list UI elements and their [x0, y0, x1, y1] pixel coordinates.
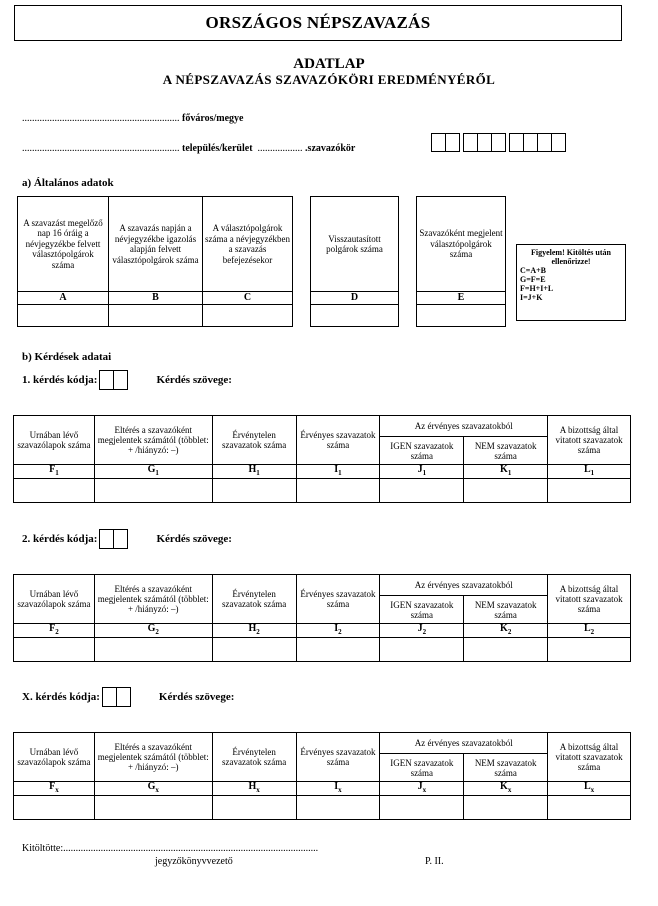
column-letter: $L_x$ [548, 782, 631, 796]
col-e-letter: E [416, 291, 506, 305]
county-line[interactable] [22, 113, 243, 124]
column-letter: $J_x$ [380, 782, 464, 796]
col-d-header: Visszautasított polgárok száma [310, 196, 399, 292]
value-input[interactable] [380, 796, 464, 820]
value-input[interactable] [212, 796, 296, 820]
elteres-header: Eltérés a szavazóként megjelentek számától (többlet: + /hiányzó: –) [94, 733, 212, 782]
district-dots: .................. [257, 143, 303, 154]
check-line: I=J+K [520, 293, 543, 302]
nem-header: NEM szavazatok száma [464, 437, 548, 465]
check-notice [516, 244, 626, 321]
column-letter: $K_1$ [464, 465, 548, 479]
filled-by-line[interactable] [22, 843, 318, 854]
role-label: jegyzőkönyvvezető [155, 856, 233, 867]
value-input[interactable] [464, 479, 548, 503]
question-2-code-row [22, 529, 232, 549]
value-input[interactable] [296, 796, 380, 820]
valid-group-header: Az érvényes szavazatokból [380, 575, 548, 596]
settlement-dots: ............................................................... [22, 143, 180, 154]
district-code-boxes[interactable] [432, 133, 570, 152]
question-1-table [13, 415, 631, 503]
valid-group-header: Az érvényes szavazatokból [380, 416, 548, 437]
ervenytelen-header: Érvénytelen szavazatok száma [212, 416, 296, 465]
column-letter: $K_x$ [464, 782, 548, 796]
col-b-letter: B [108, 291, 203, 305]
section-b-heading: b) Kérdések adatai [22, 351, 112, 363]
question-code-boxes[interactable] [100, 529, 128, 549]
valid-group-header: Az érvényes szavazatokból [380, 733, 548, 754]
value-input[interactable] [464, 638, 548, 662]
urna-header: Urnában lévő szavazólapok száma [14, 733, 95, 782]
filled-by-label: Kitöltötte: [22, 843, 64, 854]
question-code-boxes[interactable] [103, 687, 131, 707]
question-text-label: Kérdés szövege: [156, 374, 232, 386]
value-input[interactable] [94, 479, 212, 503]
question-code-label: 1. kérdés kódja: [22, 374, 98, 386]
elteres-header: Eltérés a szavazóként megjelentek számától (többlet: + /hiányzó: –) [94, 575, 212, 624]
value-input[interactable] [212, 479, 296, 503]
col-d-letter: D [310, 291, 399, 305]
value-input[interactable] [548, 479, 631, 503]
value-input[interactable] [464, 796, 548, 820]
value-input[interactable] [380, 638, 464, 662]
question-3-table [13, 732, 631, 820]
settlement-line[interactable] [22, 143, 355, 154]
question-code-label: X. kérdés kódja: [22, 691, 100, 703]
col-b-header: A szavazás napján a névjegyzékbe igazolás alapján felvett választópolgárok száma [108, 196, 203, 292]
settlement-label: település/kerület [182, 143, 253, 154]
value-input[interactable] [212, 638, 296, 662]
nem-header: NEM szavazatok száma [464, 596, 548, 624]
form-subtitle-2: A NÉPSZAVAZÁS SZAVAZÓKÖRI EREDMÉNYÉRŐL [162, 72, 496, 87]
ervenytelen-header: Érvénytelen szavazatok száma [212, 575, 296, 624]
vitatott-header: A bizottság által vitatott szavazatok száma [548, 416, 631, 465]
question-text-label: Kérdés szövege: [156, 533, 232, 545]
column-letter: $H_1$ [212, 465, 296, 479]
column-letter: $G_x$ [94, 782, 212, 796]
value-input[interactable] [14, 479, 95, 503]
column-letter: $G_2$ [94, 624, 212, 638]
county-dots: ............................................................... [22, 113, 180, 124]
col-c-input[interactable] [202, 304, 293, 327]
column-letter: $I_1$ [296, 465, 380, 479]
igen-header: IGEN szavazatok száma [380, 754, 464, 782]
question-code-boxes[interactable] [100, 370, 128, 390]
question-text-label: Kérdés szövege: [158, 691, 235, 703]
nem-header: NEM szavazatok száma [464, 754, 548, 782]
column-letter: $J_2$ [380, 624, 464, 638]
vitatott-header: A bizottság által vitatott szavazatok száma [548, 575, 631, 624]
value-input[interactable] [548, 638, 631, 662]
check-line: G=F=E [520, 275, 546, 284]
igen-header: IGEN szavazatok száma [380, 437, 464, 465]
filled-by-dots: ...................................................................................................... [63, 843, 319, 854]
ervenytelen-header: Érvénytelen szavazatok száma [212, 733, 296, 782]
question-1-code-row [22, 370, 232, 390]
col-a-letter: A [17, 291, 109, 305]
column-letter: $G_1$ [94, 465, 212, 479]
value-input[interactable] [296, 479, 380, 503]
urna-header: Urnában lévő szavazólapok száma [14, 575, 95, 624]
check-line: F=H+I+L [520, 284, 554, 293]
form-title: ORSZÁGOS NÉPSZAVAZÁS [14, 5, 622, 41]
value-input[interactable] [14, 638, 95, 662]
erveny-header: Érvényes szavazatok száma [296, 575, 380, 624]
column-letter: $J_1$ [380, 465, 464, 479]
district-label: .szavazókör [305, 143, 356, 154]
elteres-header: Eltérés a szavazóként megjelentek számától (többlet: + /hiányzó: –) [94, 416, 212, 465]
column-letter: $F_2$ [14, 624, 95, 638]
value-input[interactable] [296, 638, 380, 662]
col-e-input[interactable] [416, 304, 506, 327]
vitatott-header: A bizottság által vitatott szavazatok száma [548, 733, 631, 782]
value-input[interactable] [548, 796, 631, 820]
col-c-letter: C [202, 291, 293, 305]
col-d-input[interactable] [310, 304, 399, 327]
column-letter: $I_2$ [296, 624, 380, 638]
igen-header: IGEN szavazatok száma [380, 596, 464, 624]
check-line: C=A+B [520, 266, 547, 275]
county-label: főváros/megye [182, 113, 244, 124]
erveny-header: Érvényes szavazatok száma [296, 733, 380, 782]
column-letter: $H_2$ [212, 624, 296, 638]
page-number: P. II. [425, 856, 444, 867]
question-2-table [13, 574, 631, 662]
erveny-header: Érvényes szavazatok száma [296, 416, 380, 465]
urna-header: Urnában lévő szavazólapok száma [14, 416, 95, 465]
check-title: Figyelem! Kitöltés után ellenőrizze! [531, 248, 611, 266]
section-a-heading: a) Általános adatok [22, 177, 114, 189]
col-b-input[interactable] [108, 304, 203, 327]
column-letter: $F_1$ [14, 465, 95, 479]
question-code-label: 2. kérdés kódja: [22, 533, 98, 545]
form-subtitle: ADATLAP [293, 56, 365, 72]
column-letter: $F_x$ [14, 782, 95, 796]
column-letter: $L_2$ [548, 624, 631, 638]
column-letter: $K_2$ [464, 624, 548, 638]
col-a-header: A szavazást megelőző nap 16 óráig a névjegyzékbe felvett választópolgárok száma [17, 196, 109, 292]
column-letter: $I_x$ [296, 782, 380, 796]
col-e-header: Szavazóként megjelent választópolgárok száma [416, 196, 506, 292]
value-input[interactable] [14, 796, 95, 820]
question-3-code-row [22, 687, 234, 707]
col-c-header: A választópolgárok száma a névjegyzékben a szavazás befejezésekor [202, 196, 293, 292]
value-input[interactable] [94, 638, 212, 662]
column-letter: $H_x$ [212, 782, 296, 796]
column-letter: $L_1$ [548, 465, 631, 479]
col-a-input[interactable] [17, 304, 109, 327]
value-input[interactable] [380, 479, 464, 503]
value-input[interactable] [94, 796, 212, 820]
